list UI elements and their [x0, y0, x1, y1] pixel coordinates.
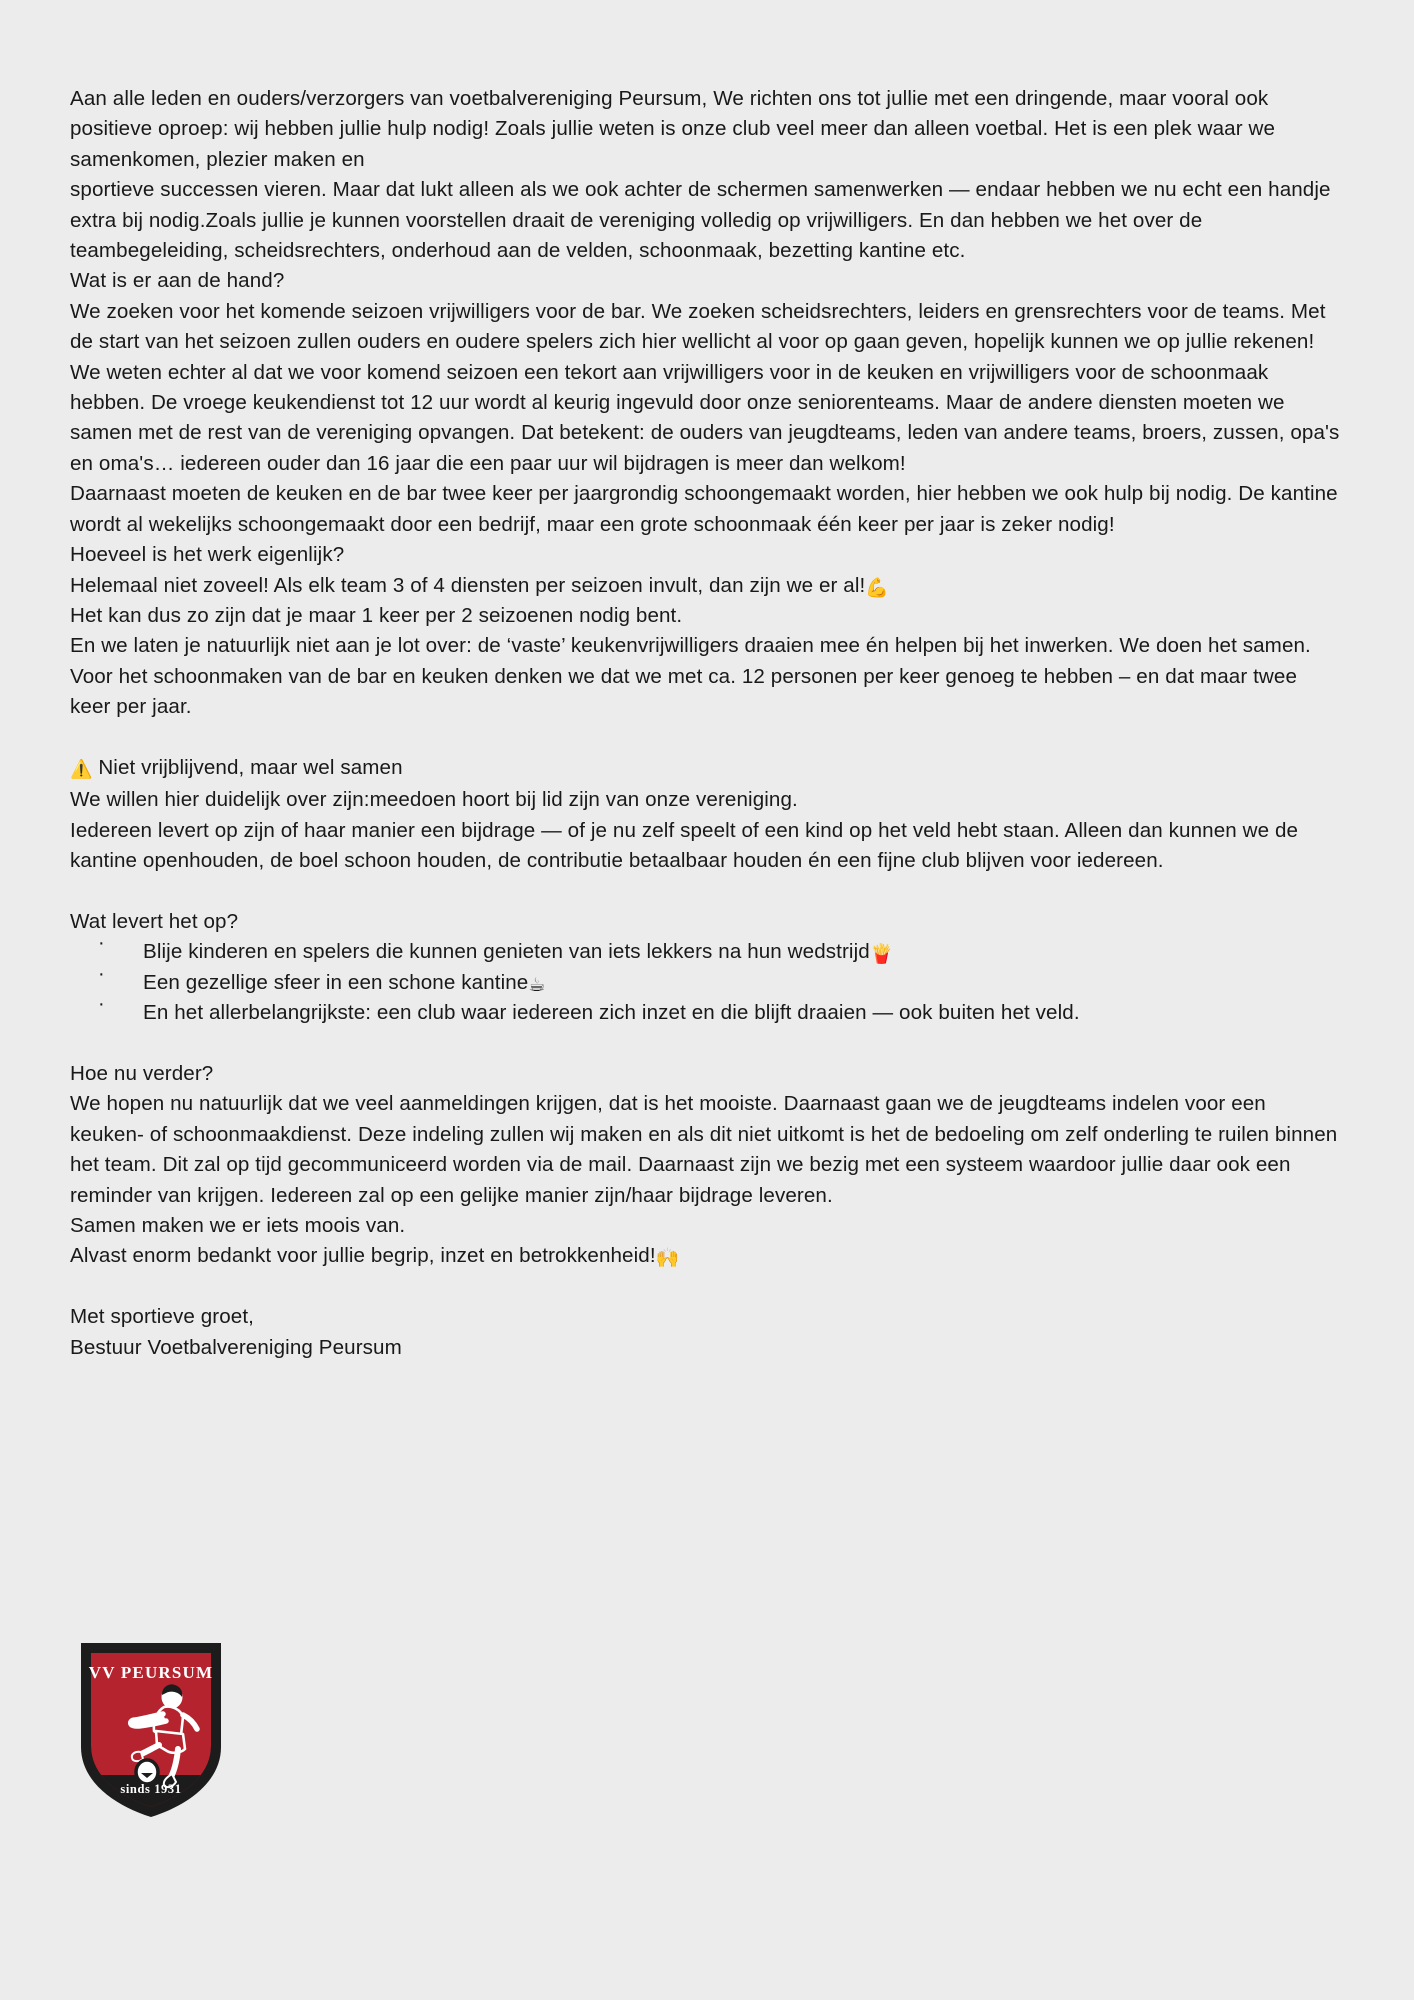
paragraph-support-and-training: En we laten je natuurlijk niet aan je lot over: de ‘vaste’ keukenvrijwilligers draaien mee én helpen bij het inwerken. We doen het samen. Voor het schoonmaken van de bar en keuken denken we dat we met ca. 12 personen per keer genoeg te hebben – en dat maar twee keer per jaar.: [70, 634, 1311, 719]
paragraph-thanks: [70, 1241, 1342, 1271]
paragraph-once-per-two-seasons: Het kan dus zo zijn dat je maar 1 keer per 2 seizoenen nodig bent.: [70, 603, 683, 627]
crest-club-name: VV PEURSUM: [88, 1663, 214, 1682]
paragraph-membership-duty: We willen hier duidelijk over zijn:meedoen hoort bij lid zijn van onze vereniging.: [70, 788, 798, 812]
paragraph-together: Samen maken we er iets moois van.: [70, 1213, 406, 1237]
thanks-text: Alvast enorm bedankt voor jullie begrip, inzet en betrokkenheid!: [70, 1244, 656, 1268]
bullet-marker: ·: [98, 962, 105, 985]
raising-hands-icon: 🙌: [655, 1247, 680, 1270]
club-logo: [71, 1635, 231, 1821]
not-optional-text: Niet vrijblijvend, maar wel samen: [92, 755, 403, 779]
spacer-3: [70, 1029, 1342, 1059]
crest-svg: [71, 1635, 231, 1821]
list-item-label: Blije kinderen en spelers die kunnen genieten van iets lekkers na hun wedstrijd: [143, 940, 870, 964]
heading-what-is-going-on: Wat is er aan de hand?: [70, 269, 285, 293]
benefits-list: [70, 932, 1342, 1028]
hot-beverage-icon: ☕: [528, 973, 546, 996]
heading-not-optional: [70, 753, 1342, 785]
paragraph-kitchen-shortage: We weten echter al dat we voor komend seizoen een tekort aan vrijwilligers voor in de keuken en vrijwilligers voor de schoonmaak hebben. De vroege keukendienst tot 12 uur wordt al keurig ingevuld door onze seniorenteams. Maar de andere diensten moeten we samen met de rest van de vereniging opvangen. Dat betekent: de ouders van jeugdteams, leden van andere teams, broers, zussen, opa's en oma's… iedereen ouder dan 16 jaar die een paar uur wil bijdragen is meer dan welkom!: [70, 360, 1340, 475]
bullet-marker: ·: [98, 932, 105, 955]
paragraph-volunteers-overview: sportieve successen vieren. Maar dat lukt alleen als we ook achter de schermen samenwerken — endaar hebben we nu echt een handje extra bij nodig.Zoals jullie je kunnen voorstellen draait de vereniging volledig op vrijwilligers. En dan hebben we het over de teambegeleiding, scheidsrechters, onderhoud aan de velden, schoonmaak, bezetting kantine etc.: [70, 178, 1331, 263]
warning-icon: ⚠️: [70, 758, 93, 780]
heading-how-much-work: Hoeveel is het werk eigenlijk?: [70, 543, 345, 567]
crest-founded-text: sinds 1931: [120, 1782, 182, 1796]
heading-benefits: Wat levert het op?: [70, 909, 239, 933]
spacer-1: [70, 723, 1342, 753]
bullet-marker: ·: [98, 993, 105, 1016]
paragraph-deep-cleaning: Daarnaast moeten de keuken en de bar twee keer per jaargrondig schoongemaakt worden, hier hebben we ook hulp bij nodig. De kantine wordt al wekelijks schoongemaakt door een bedrijf, maar een grote schoonmaak één keer per jaar is zeker nodig!: [70, 482, 1338, 536]
crest-shape: [71, 1635, 231, 1821]
list-item-label: Een gezellige sfeer in een schone kantine: [143, 970, 529, 994]
paragraph-seeking-volunteers: We zoeken voor het komende seizoen vrijwilligers voor de bar. We zoeken scheidsrechters, leiders en grensrechters voor de teams. Met de start van het seizoen zullen ouders en oudere spelers zich hier wellicht al voor op gaan geven, hopelijk kunnen we op jullie rekenen!: [70, 299, 1326, 354]
list-item-label: En het allerbelangrijkste: een club waar iedereen zich inzet en die blijft draaien — ook buiten het veld.: [143, 1001, 1080, 1025]
list-item: [70, 993, 1342, 1028]
french-fries-icon: 🍟: [869, 943, 894, 966]
signoff-greeting: Met sportieve groet,: [70, 1305, 254, 1329]
list-item: [70, 962, 1342, 998]
spacer-2: [70, 877, 1342, 907]
paragraph-not-much-work: [70, 571, 1342, 601]
paragraph-everyone-contributes: Iedereen levert op zijn of haar manier een bijdrage — of je nu zelf speelt of een kind op het veld hebt staan. Alleen dan kunnen we de kantine openhouden, de boel schoon houden, de contributie betaalbaar houden én een fijne club blijven voor iedereen.: [70, 818, 1299, 873]
paragraph-planning: We hopen nu natuurlijk dat we veel aanmeldingen krijgen, dat is het mooiste. Daarnaast gaan we de jeugdteams indelen voor een keuken- of schoonmaakdienst. Deze indeling zullen wij maken en als dit niet uitkomt is het de bedoeling om zelf onderling te ruilen binnen het team. Dit zal op tijd gecommuniceerd worden via de mail. Daarnaast zijn we bezig met een systeem waardoor jullie daar ook een reminder van krijgen. Iedereen zal op een gelijke manier zijn/haar bijdrage leveren.: [70, 1092, 1338, 1207]
signoff-board: Bestuur Voetbalvereniging Peursum: [70, 1335, 402, 1359]
paragraph-intro: Aan alle leden en ouders/verzorgers van voetbalvereniging Peursum, We richten ons tot jullie met een dringende, maar vooral ook positieve oproep: wij hebben jullie hulp nodig! Zoals jullie weten is onze club veel meer dan alleen voetbal. Het is een plek waar we samenkomen, plezier maken en: [70, 87, 1276, 171]
flexed-biceps-icon: 💪: [865, 576, 890, 599]
not-much-work-text: Helemaal niet zoveel! Als elk team 3 of 4 diensten per seizoen invult, dan zijn we er al!: [70, 573, 866, 597]
letter-body: [70, 84, 1342, 1363]
heading-next-steps: Hoe nu verder?: [70, 1061, 214, 1085]
spacer-4: [70, 1272, 1342, 1302]
list-item: [70, 932, 1342, 967]
